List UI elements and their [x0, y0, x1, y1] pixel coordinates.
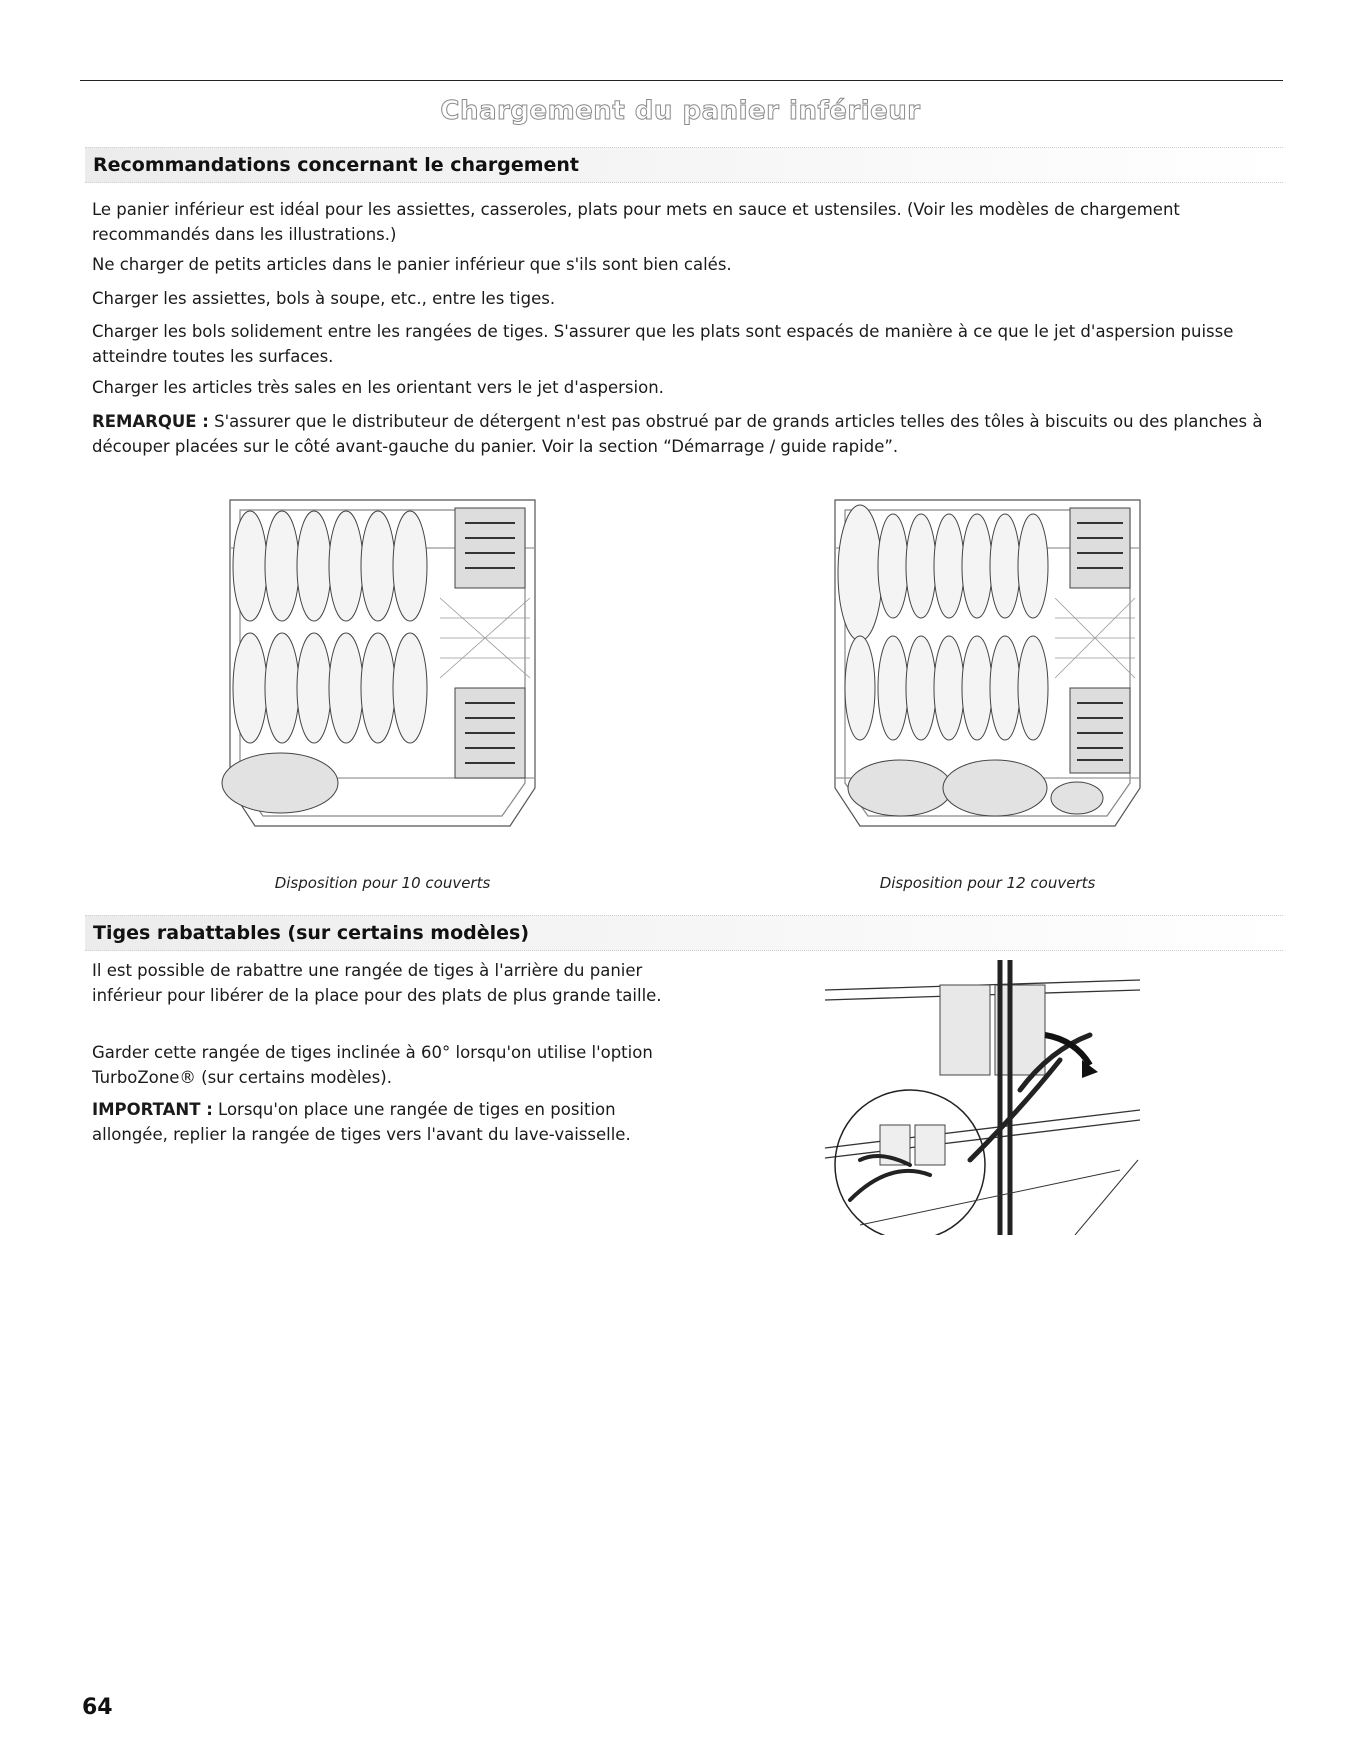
paragraph-small-items: Ne charger de petits articles dans le panier inférieur que s'ils sont bien calés.: [92, 255, 732, 274]
paragraph-plates: Charger les assiettes, bols à soupe, etc., entre les tiges.: [92, 289, 556, 308]
top-rule: [80, 80, 1283, 81]
section-heading-text: Recommandations concernant le chargement: [93, 154, 580, 176]
important-label: IMPORTANT :: [92, 1100, 213, 1119]
important-text: Lorsqu'on place une rangée de tiges en position allongée, replier la rangée de tiges vers l'avant du lave-vaisselle.: [92, 1100, 631, 1144]
paragraph-note: [92, 409, 1272, 459]
caption-10-settings: Disposition pour 10 couverts: [274, 874, 491, 892]
section-heading-text: Tiges rabattables (sur certains modèles): [93, 922, 530, 944]
paragraph-bowls: Charger les bols solidement entre les rangées de tiges. S'assurer que les plats sont espacés de manière à ce que le jet d'aspersion puisse atteindre toutes les surfaces.: [92, 322, 1234, 366]
paragraph-dirty-items: Charger les articles très sales en les orientant vers le jet d'aspersion.: [92, 378, 664, 397]
section-heading-loading: [85, 147, 1283, 183]
note-label: REMARQUE :: [92, 412, 209, 431]
paragraph-turbozone: Garder cette rangée de tiges inclinée à 60° lorsqu'on utilise l'option TurboZone® (sur certains modèles).: [92, 1043, 653, 1087]
rack-illustration-10-settings: [210, 488, 555, 838]
caption-12-settings: Disposition pour 12 couverts: [879, 874, 1096, 892]
fold-down-tines-illustration: [820, 960, 1140, 1235]
note-text: S'assurer que le distributeur de détergent n'est pas obstrué par de grands articles telles des tôles à biscuits ou des planches à découper placées sur le côté avant-gauche du panier. Voir la section “Démarrage / guide rapide”.: [92, 412, 1263, 456]
paragraph-ideal-use: Le panier inférieur est idéal pour les assiettes, casseroles, plats pour mets en sauce et ustensiles. (Voir les modèles de chargement recommandés dans les illustrations.): [92, 200, 1180, 244]
page-number: 64: [82, 1695, 113, 1720]
paragraph-important: [92, 1097, 672, 1147]
paragraph-fold-down: Il est possible de rabattre une rangée de tiges à l'arrière du panier inférieur pour libérer de la place pour des plats de plus grande taille.: [92, 961, 662, 1005]
rack-illustration-12-settings: [815, 488, 1160, 838]
page-title: Chargement du panier inférieur: [440, 96, 921, 126]
section-heading-fold-down-tines: [85, 915, 1283, 951]
